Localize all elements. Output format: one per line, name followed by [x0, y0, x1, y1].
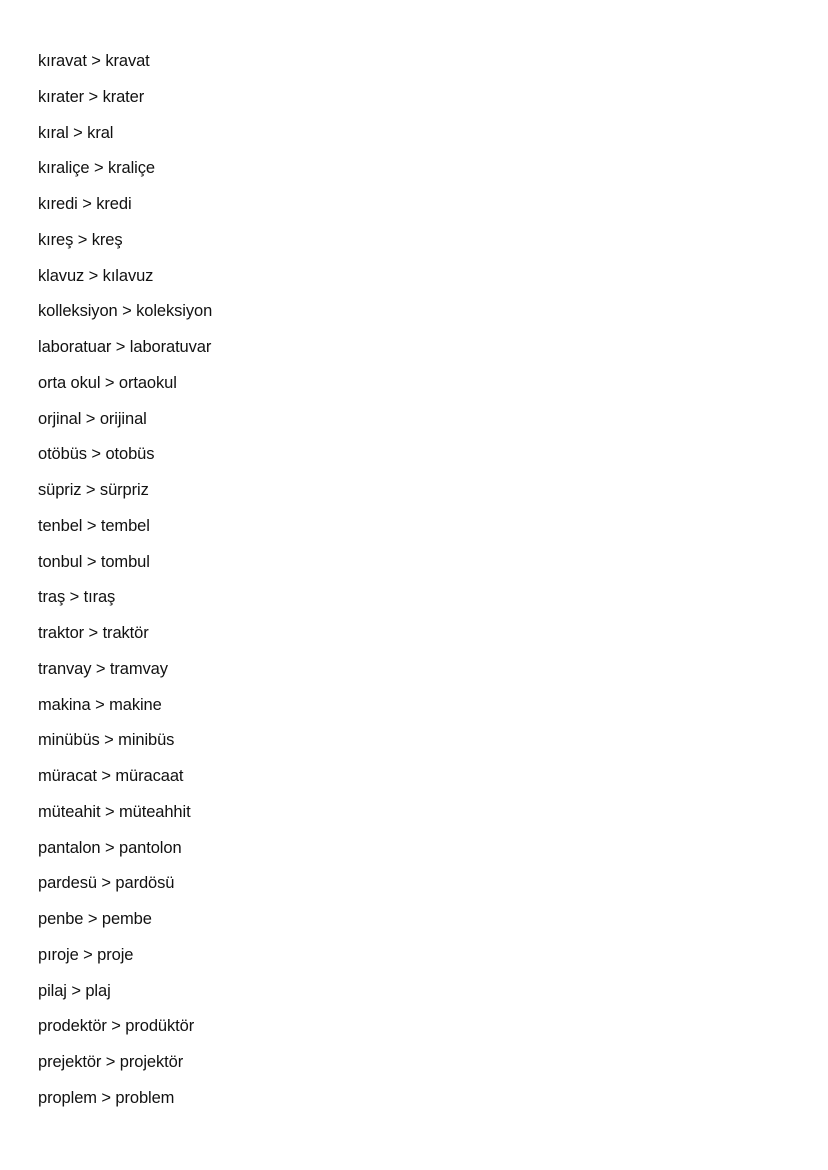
list-item: kıredi > kredi — [38, 195, 132, 213]
list-item: penbe > pembe — [38, 910, 152, 928]
list-item: kırater > krater — [38, 87, 145, 106]
list-item: traktor > traktör — [38, 624, 149, 642]
list-item: otöbüs > otobüs — [38, 445, 155, 464]
list-item: klavuz > kılavuz — [38, 266, 154, 285]
list-item: tranvay > tramvay — [38, 659, 168, 678]
list-item: minübüs > minibüs — [38, 731, 175, 750]
list-item: süpriz > sürpriz — [38, 481, 149, 499]
list-item: kıral > kral — [38, 123, 114, 142]
list-item: orjinal > orijinal — [38, 409, 147, 428]
list-item: tonbul > tombul — [38, 552, 150, 571]
list-item: prejektör > projektör — [38, 1053, 184, 1071]
list-item: proplem > problem — [38, 1088, 175, 1107]
list-item: orta okul > ortaokul — [38, 373, 177, 392]
word-correction-list — [38, 44, 212, 1117]
list-item: müteahit > müteahhit — [38, 802, 191, 821]
list-item: kıreş > kreş — [38, 230, 123, 249]
list-item: müracat > müracaat — [38, 767, 184, 785]
list-item: prodektör > prodüktör — [38, 1017, 195, 1036]
list-item: pantalon > pantolon — [38, 838, 182, 857]
list-item: pıroje > proje — [38, 945, 134, 964]
list-item: laboratuar > laboratuvar — [38, 338, 212, 356]
list-item: kıraliçe > kraliçe — [38, 159, 155, 178]
list-item: traş > tıraş — [38, 588, 116, 607]
list-item: tenbel > tembel — [38, 516, 150, 535]
list-item: makina > makine — [38, 695, 162, 714]
list-item: pardesü > pardösü — [38, 874, 175, 893]
list-item: kıravat > kravat — [38, 52, 150, 70]
list-item: pilaj > plaj — [38, 981, 111, 1000]
list-item: kolleksiyon > koleksiyon — [38, 302, 213, 321]
